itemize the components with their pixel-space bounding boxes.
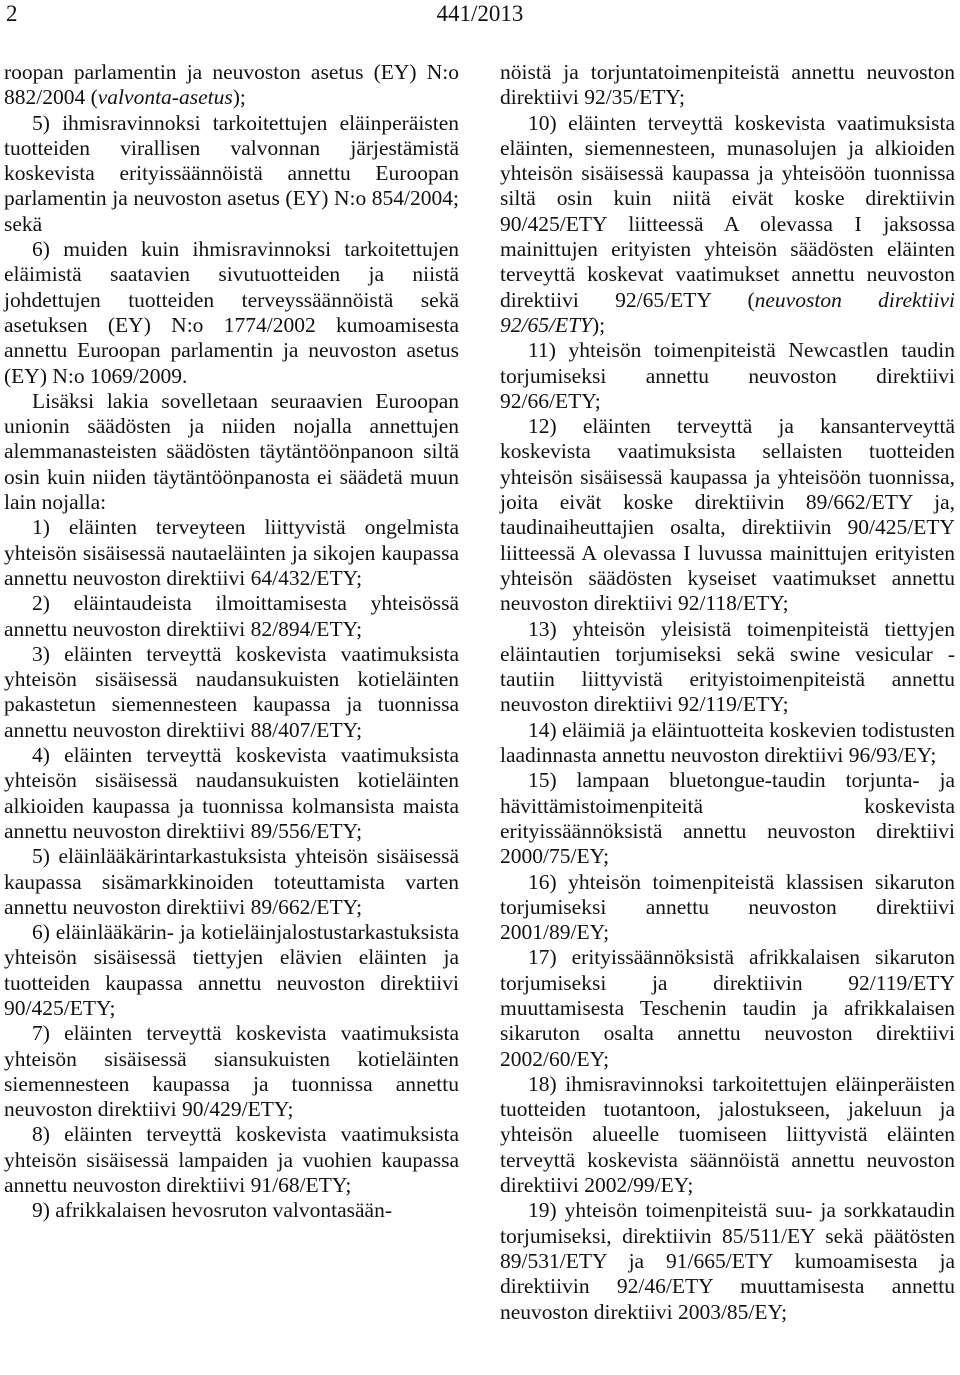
paragraph: 10) eläinten terveyttä koskevista vaatimuksista eläinten, siemennesteen, munasolujen ja alkioiden yhteisön sisäisessä kaupassa ja yhteisöön tuonnissa siltä osin kuin niitä eivät koske direktiivin 90/425/ETY liitteessä A olevassa I jaksossa mainittujen erityisten yhteisön säädösten eläinten terveyttä koskevat vaatimukset annettu neuvoston direktiivi 92/65/ETY (neuvoston direktiivi 92/65/ETY); (500, 110, 955, 337)
page-header (0, 0, 960, 26)
paragraph: 2) eläintaudeista ilmoittamisesta yhteisössä annettu neuvoston direktiivi 82/894/ETY; (4, 591, 459, 641)
paragraph: 15) lampaan bluetongue-taudin torjunta- ja hävittämistoimenpiteitä koskevista erityissäännöksistä annettu neuvoston direktiivi 2000/75/EY; (500, 768, 955, 869)
paragraph: 11) yhteisön toimenpiteistä Newcastlen taudin torjumiseksi annettu neuvoston direktiivi 92/66/ETY; (500, 338, 955, 413)
paragraph: 19) yhteisön toimenpiteistä suu- ja sorkkataudin torjumiseksi, direktiivin 85/511/EY sekä päätösten 89/531/ETY ja 91/665/ETY kumoamisesta ja direktiivin 92/46/ETY muuttamisesta annettu neuvoston direktiivi 2003/85/EY; (500, 1198, 955, 1324)
paragraph: 5) ihmisravinnoksi tarkoitettujen eläinperäisten tuotteiden virallisen valvonnan järjestämistä koskevista erityissäännöistä annettu Euroopan parlamentin ja neuvoston asetus (EY) N:o 854/2004; sekä (4, 110, 459, 236)
paragraph: 5) eläinlääkärintarkastuksista yhteisön sisäisessä kaupassa sisämarkkinoiden toteuttamista varten annettu neuvoston direktiivi 89/662/ETY; (4, 844, 459, 919)
paragraph: 6) eläinlääkärin- ja kotieläinjalostustarkastuksista yhteisön sisäisessä tiettyjen elävien eläinten ja tuotteiden kaupassa annettu neuvoston direktiivi 90/425/ETY; (4, 920, 459, 1020)
paragraph: 18) ihmisravinnoksi tarkoitettujen eläinperäisten tuotteiden tuotantoon, jalostukseen, jakeluun ja yhteisön alueelle tuomiseen liittyvistä eläinten terveyttä koskevista säännöistä annettu neuvoston direktiivi 2002/99/EY; (500, 1071, 955, 1198)
paragraph: 16) yhteisön toimenpiteistä klassisen sikaruton torjumiseksi annettu neuvoston direktiivi 2001/89/EY; (500, 869, 955, 945)
paragraph: Lisäksi lakia sovelletaan seuraavien Euroopan unionin säädösten ja niiden nojalla annettujen alemmanasteisten säädösten täytäntöönpanoon siltä osin kuin niiden täytäntöönpanosta ei säädetä muun lain nojalla: (4, 388, 459, 515)
paragraph: 7) eläinten terveyttä koskevista vaatimuksista yhteisön sisäisessä siansukuisten kotieläinten siemennesteen kaupassa ja tuonnissa annettu neuvoston direktiivi 90/429/ETY; (4, 1021, 459, 1122)
paragraph: 3) eläinten terveyttä koskevista vaatimuksista yhteisön sisäisessä naudansukuisten kotieläinten pakastetun siemennesteen kaupassa ja tuonnissa annettu neuvoston direktiivi 88/407/ETY; (4, 641, 459, 742)
paragraph: 17) erityissäännöksistä afrikkalaisen sikaruton torjumiseksi ja direktiivin 92/119/ETY muuttamisesta Teschenin taudin ja afrikkalaisen sikaruton osalta annettu neuvoston direktiivi 2002/60/EY; (500, 945, 955, 1071)
paragraph: 1) eläinten terveyteen liittyvistä ongelmista yhteisön sisäisessä nautaeläinten ja sikojen kaupassa annettu neuvoston direktiivi 64/432/ETY; (4, 515, 459, 590)
paragraph: 12) eläinten terveyttä ja kansanterveyttä koskevista vaatimuksista sellaisten tuotteiden yhteisön sisäisessä kaupassa ja yhteisöön tuonnissa, joita eivät koske direktiivin 89/662/ETY ja, taudinaiheuttajien osalta, direktiivin 90/425/ETY liitteessä A olevassa I luvussa mainittujen erityisten yhteisön säädösten kyseiset vaatimukset annettu neuvoston direktiivi 92/118/ETY; (500, 414, 955, 616)
paragraph: 4) eläinten terveyttä koskevista vaatimuksista yhteisön sisäisessä naudansukuisten kotieläinten alkioiden kaupassa ja tuonnissa kolmansista maista annettu neuvoston direktiivi 89/556/ETY; (4, 743, 459, 843)
paragraph: 8) eläinten terveyttä koskevista vaatimuksista yhteisön sisäisessä lampaiden ja vuohien kaupassa annettu neuvoston direktiivi 91/68/ETY; (4, 1122, 459, 1198)
paragraph: roopan parlamentin ja neuvoston asetus (EY) N:o 882/2004 (valvonta-asetus); (4, 60, 459, 110)
paragraph: 13) yhteisön yleisistä toimenpiteistä tiettyjen eläintautien torjumiseksi sekä swine vesicular -tautiin liittyvistä erityistoimenpiteistä annettu neuvoston direktiivi 92/119/ETY; (500, 616, 955, 717)
paragraph: nöistä ja torjuntatoimenpiteistä annettu neuvoston direktiivi 92/35/ETY; (500, 60, 955, 110)
left-column (4, 60, 459, 1224)
paragraph: 9) afrikkalaisen hevosruton valvontasään- (32, 1198, 392, 1223)
paragraph: 6) muiden kuin ihmisravinnoksi tarkoitettujen eläimistä saatavien sivutuotteiden ja niistä johdettujen tuotteiden terveyssäännöistä sekä asetuksen (EY) N:o 1774/2002 kumoamisesta annettu Euroopan parlamentin ja neuvoston asetus (EY) N:o 1069/2009. (4, 237, 459, 388)
right-column (500, 60, 955, 1325)
page-number: 2 (6, 1, 18, 26)
document-number: 441/2013 (436, 1, 524, 26)
paragraph: 14) eläimiä ja eläintuotteita koskevien todistusten laadinnasta annettu neuvoston direktiivi 96/93/EY; (500, 717, 955, 768)
